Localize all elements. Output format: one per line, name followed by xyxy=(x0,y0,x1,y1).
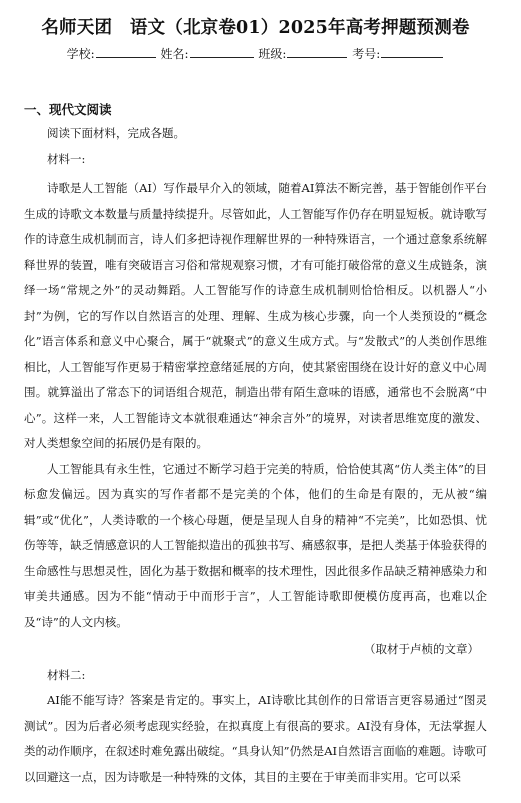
name-blank xyxy=(190,44,254,58)
material1-paragraph: 人工智能具有永生性，它通过不断学习趋于完美的特质，恰恰使其离“仿人类主体”的目标愈发偏远。因为真实的写作者都不是完美的个体，他们的生命是有限的，无从被“编辑”或“优化”，人类诗歌的一个核心母题，便是呈现人自身的精神“不完美”，比如恐惧、忧伤等等，缺乏情感意识的人工智能拟造出的孤独书写、痛感叙事，是把人类基于体验获得的生命感性与思想灵性，固化为基于数据和概率的技术理性，因此很多作品缺乏精神感染力和审美共通感。因为不能“情动于中而形于言”，人工智能诗歌即便模仿度再高，也难以企及“诗”的人文内核。 xyxy=(24,461,487,629)
material1-source: （取材于卢桢的文章） xyxy=(364,642,479,656)
material2-label: 材料二: xyxy=(47,667,86,682)
name-label: 姓名: xyxy=(160,47,189,61)
material2-paragraph: AI能不能写诗？答案是肯定的。事实上，AI诗歌比其创作的日常语言更容易通过“图灵测试”。因为后者必须考虑现实经验，在拟真度上有很高的要求。AI没有身体，无法掌握人类的动作顺序，在叙述时难免露出破绽。“具身认知”仍然是AI自然语言面临的难题。诗歌可以回避这一点，因为诗歌是一种特殊的文体，其目的主要在于审美而非实用。它可以采 xyxy=(24,693,487,784)
exam-number-blank xyxy=(381,44,443,58)
class-blank xyxy=(287,44,347,58)
exam-title: 名师天团 语文（北京卷01）2025年高考押题预测卷 xyxy=(41,18,470,38)
instruction-text: 阅读下面材料，完成各题。 xyxy=(47,126,185,140)
material1-paragraph: 诗歌是人工智能（AI）写作最早介入的领域，随着AI算法不断完善，基于智能创作平台生成的诗歌文本数量与质量持续提升。尽管如此，人工智能写作仍存在明显短板。就诗歌写作的诗意生成机制而言，诗人们多把诗视作理解世界的一种特殊语言，一个通过意象系统解释世界的装置，唯有突破语言习俗和常规观察习惯，才有可能打破俗常的意义生成链条，演绎一场“常规之外”的灵动舞蹈。人工智能写作的诗意生成机制则恰恰相反。以机器人“小封”为例，它的写作以自然语言的处理、理解、生成为核心步骤，向一个人类预设的“概念化”语言体系和意义中心聚合，属于“就聚式”的意义生成方式。与“发散式”的人类创作思维相比，人工智能写作更易于精密掌控意绪延展的方向，使其紧密围绕在设计好的意义中心周围。就算溢出了常态下的词语组合规范，制造出带有陌生意味的语感，通常也不会脱离“中心”。这样一来，人工智能诗文本就很难通达“神余言外”的境界，对读者思维宽度的激发、对人类想象空间的拓展仍是有限的。 xyxy=(24,181,487,450)
class-label: 班级: xyxy=(258,47,287,61)
school-blank xyxy=(96,44,156,58)
exam-number-label: 考号: xyxy=(352,47,381,61)
school-label: 学校: xyxy=(66,47,95,61)
material1-label: 材料一: xyxy=(47,151,86,166)
section-heading: 一、现代文阅读 xyxy=(24,102,112,117)
student-info-line xyxy=(24,44,487,64)
